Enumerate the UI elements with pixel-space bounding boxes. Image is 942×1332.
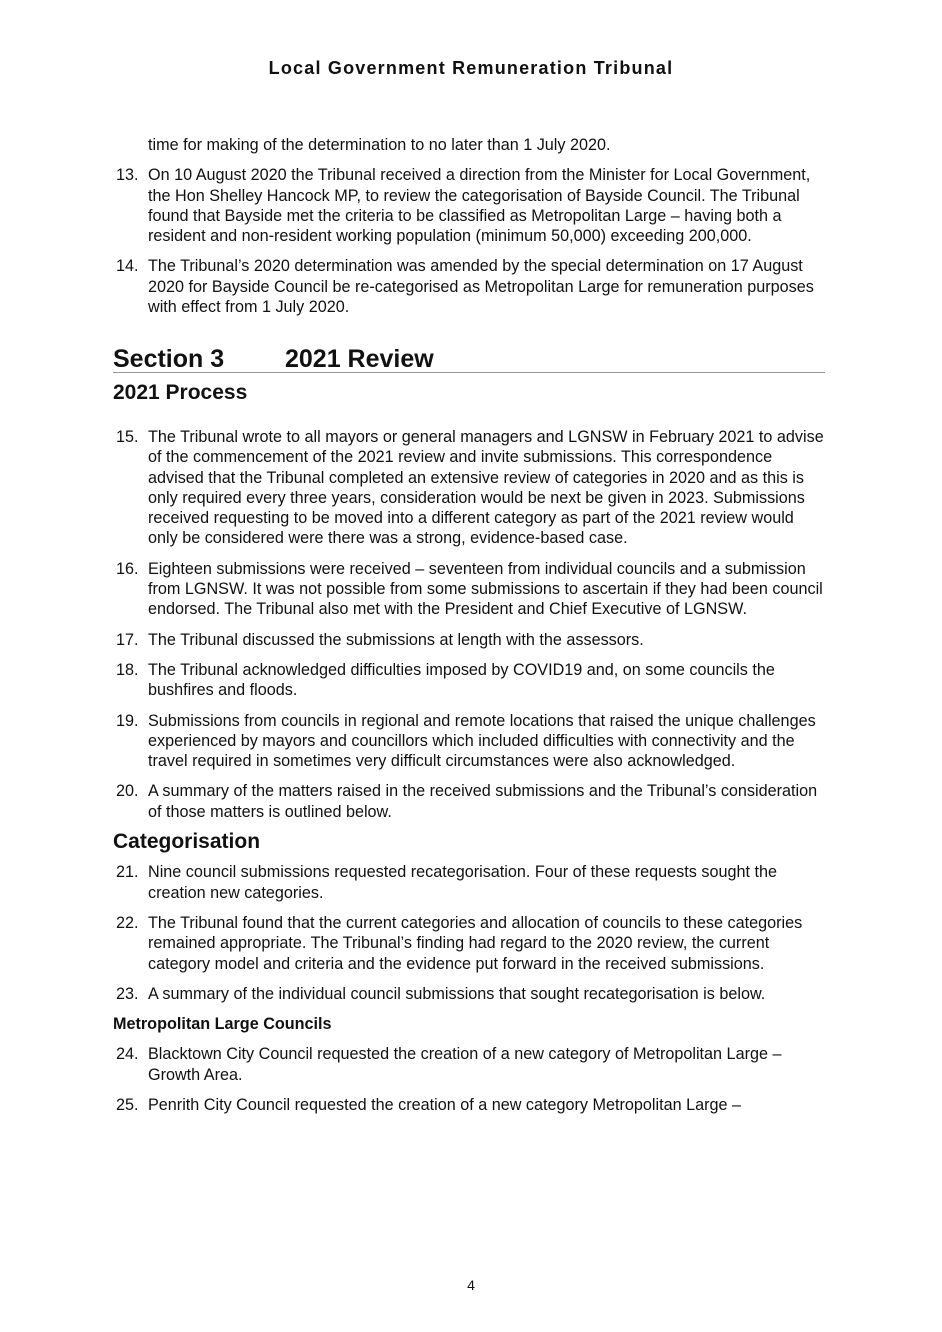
- item-number: 25.: [116, 1095, 139, 1114]
- item-text: A summary of the matters raised in the received submissions and the Tribunal’s consideration of those matters is outlined below.: [148, 782, 818, 821]
- item-number: 18.: [116, 660, 139, 679]
- item-text: The Tribunal discussed the submissions at length with the assessors.: [148, 630, 644, 649]
- list-item-14: [113, 256, 825, 317]
- metro-large-heading: Metropolitan Large Councils: [113, 1015, 332, 1034]
- list-item-23: [113, 984, 825, 1004]
- item-number: 13.: [116, 166, 139, 185]
- item-text: Submissions from councils in regional and remote locations that raised the unique challenges experienced by mayors and councillors which included difficulties with connectivity and the travel required in sometimes very difficult circumstances were also acknowledged.: [148, 711, 816, 771]
- item-text: The Tribunal found that the current categories and allocation of councils to these categories remained appropriate. The Tribunal’s finding had regard to the 2020 review, the current category model and criteria and the evidence put forward in the received submissions.: [148, 913, 803, 973]
- item-text: Nine council submissions requested recategorisation. Four of these requests sought the creation new categories.: [148, 863, 777, 902]
- list-item-16: [113, 559, 825, 620]
- list-group-b: [113, 427, 825, 822]
- list-item-20: [113, 781, 825, 822]
- list-item-13: [113, 165, 825, 246]
- item-text: Blacktown City Council requested the creation of a new category of Metropolitan Large – Growth Area.: [148, 1045, 782, 1084]
- item-number: 24.: [116, 1045, 139, 1064]
- item-number: 20.: [116, 782, 139, 801]
- list-item-22: [113, 913, 825, 974]
- list-item-21: [113, 862, 825, 903]
- list-item-19: [113, 711, 825, 772]
- item-number: 22.: [116, 913, 139, 932]
- page-content: [113, 135, 825, 1125]
- list-item-17: [113, 630, 825, 650]
- item-text: The Tribunal wrote to all mayors or general managers and LGNSW in February 2021 to advise of the commencement of the 2021 review and invite submissions. This correspondence advised that the Tribunal completed an extensive review of categories in 2020 and as this is only required every three years, consideration would be next be given in 2023. Submissions received requesting to be moved into a different category as part of the 2021 review would only be considered were there was a strong, evidence-based case.: [148, 427, 824, 548]
- item-number: 23.: [116, 984, 139, 1003]
- item-text: The Tribunal acknowledged difficulties imposed by COVID19 and, on some councils the bushfires and floods.: [148, 660, 775, 700]
- section-heading: [113, 345, 825, 374]
- item-number: 15.: [116, 427, 139, 446]
- continued-paragraph: time for making of the determination to no later than 1 July 2020.: [148, 136, 611, 154]
- list-item-25: [113, 1095, 825, 1115]
- page-number: 4: [467, 1277, 475, 1293]
- list-item-24: [113, 1044, 825, 1085]
- list-group-d: [113, 1044, 825, 1115]
- item-number: 17.: [116, 630, 139, 649]
- item-text: Eighteen submissions were received – seventeen from individual councils and a submission from LGNSW. It was not possible from some submissions to ascertain if they had been council endorsed. The Tribunal also met with the President and Chief Executive of LGNSW.: [148, 559, 823, 619]
- section-label: Section 3: [113, 345, 225, 374]
- item-number: 21.: [116, 863, 139, 882]
- running-header: Local Government Remuneration Tribunal: [268, 58, 674, 78]
- list-item-15: [113, 427, 825, 549]
- section-title: 2021 Review: [285, 345, 434, 374]
- item-text: On 10 August 2020 the Tribunal received a direction from the Minister for Local Government, the Hon Shelley Hancock MP, to review the categorisation of Bayside Council. The Tribunal found that Bayside met the criteria to be classified as Metropolitan Large – having both a resident and non-resident working population (minimum 50,000) exceeding 200,000.: [148, 166, 811, 246]
- item-number: 16.: [116, 559, 139, 578]
- categorisation-heading: Categorisation: [113, 830, 261, 854]
- item-text: The Tribunal’s 2020 determination was amended by the special determination on 17 August 2020 for Bayside Council be re-categorised as Metropolitan Large for remuneration purposes with effect from 1 July 2020.: [148, 257, 814, 317]
- list-item-18: [113, 660, 825, 701]
- list-group-a: [113, 165, 825, 317]
- list-group-c: [113, 862, 825, 1004]
- item-number: 14.: [116, 257, 139, 276]
- item-text: A summary of the individual council submissions that sought recategorisation is below.: [148, 984, 766, 1003]
- item-text: Penrith City Council requested the creation of a new category Metropolitan Large –: [148, 1095, 741, 1114]
- process-heading: 2021 Process: [113, 380, 248, 404]
- item-number: 19.: [116, 711, 139, 730]
